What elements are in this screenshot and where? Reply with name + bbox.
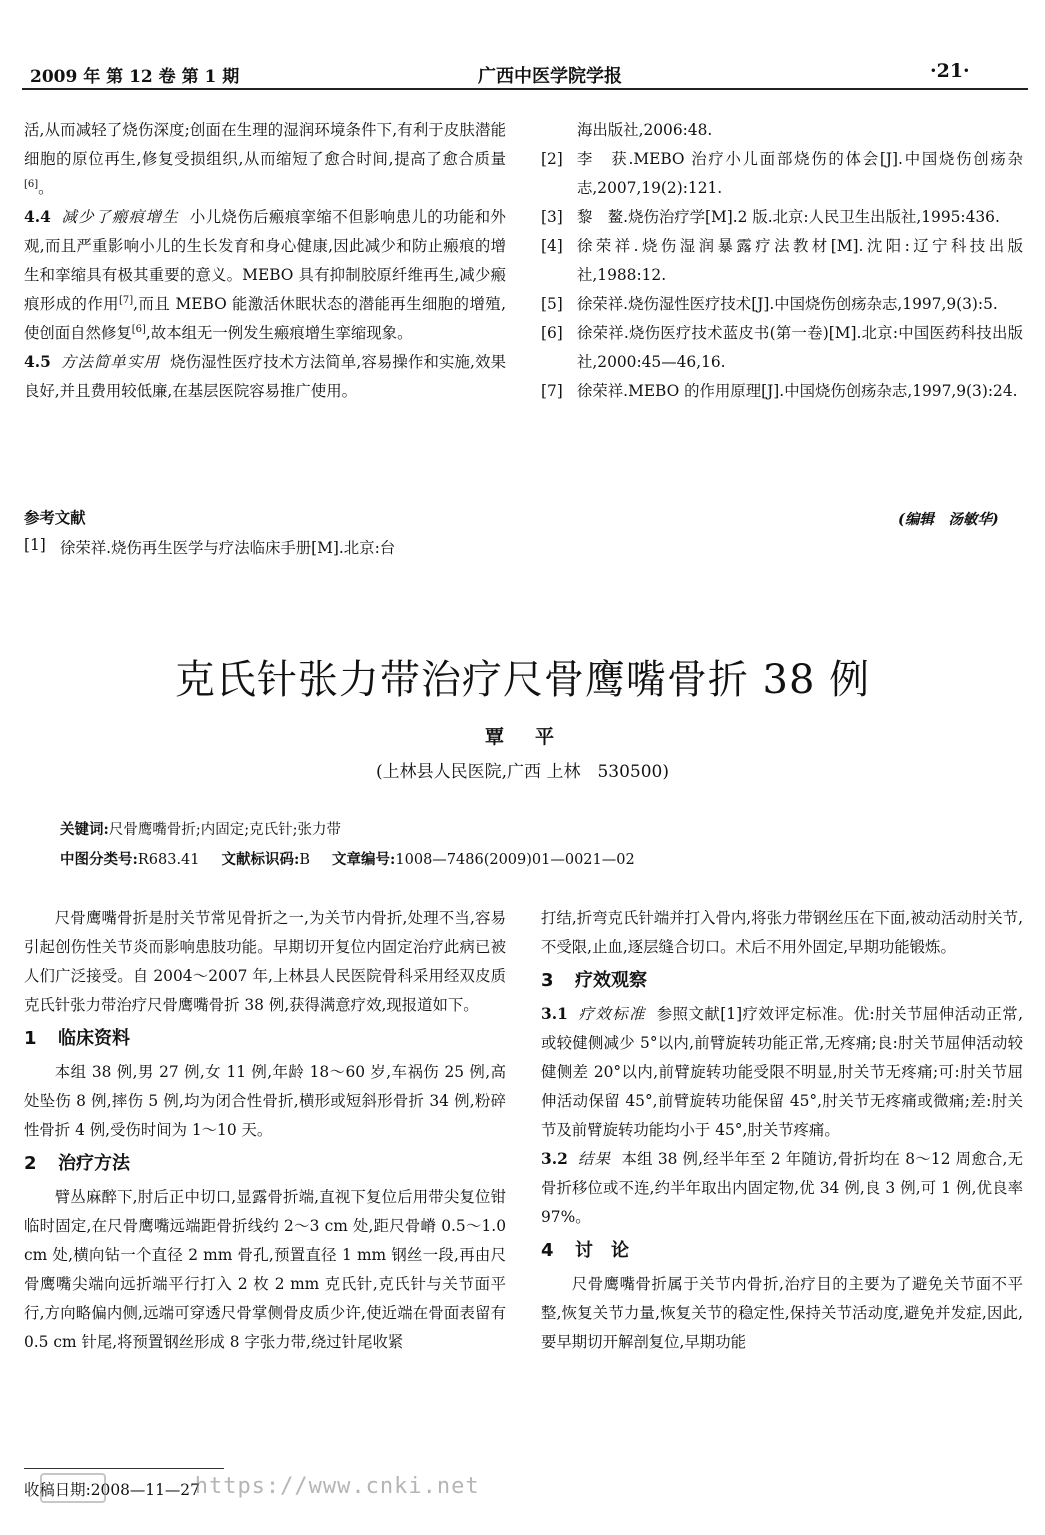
section-title: 临床资料 xyxy=(58,1028,130,1049)
reference-text: 李 获.MEBO 治疗小儿面部烧伤的体会[J].中国烧伤创疡杂志,2007,19(2):121. xyxy=(577,150,1023,197)
references-heading: 参考文献 xyxy=(24,509,86,527)
reference-text: 海出版社,2006:48. xyxy=(577,121,713,139)
section-text: 小儿烧伤后瘢痕挛缩不但影响患儿的功能和外观,而且严重影响小儿的生长发育和身心健康,因此减少和防止瘢痕的增生和挛缩具有极其重要的意义。MEBO 具有抑制胶原纤维再生,减少瘢痕形成的作用 xyxy=(24,208,506,313)
section-title: 治疗方法 xyxy=(58,1153,130,1174)
section-number: 3.1 xyxy=(541,1005,568,1023)
section-4-4 xyxy=(24,203,506,348)
reference-text: 徐荣祥.烧伤湿性医疗技术[J].中国烧伤创疡杂志,1997,9(3):5. xyxy=(577,295,998,313)
doc-code: B xyxy=(299,852,311,868)
section-title: 讨 论 xyxy=(575,1240,629,1261)
reference-text: 徐荣祥.烧伤再生医学与疗法临床手册[M].北京:台 xyxy=(60,539,396,557)
reference-text: 徐荣祥.MEBO 的作用原理[J].中国烧伤创疡杂志,1997,9(3):24. xyxy=(577,382,1018,400)
article-left-column xyxy=(24,904,506,1357)
article-title: 克氏针张力带治疗尺骨鹰嘴骨折 38 例 xyxy=(174,657,871,703)
reference-item xyxy=(541,203,1023,232)
citation: [7] xyxy=(118,295,134,306)
keywords-label: 关键词: xyxy=(60,821,109,838)
reference-item xyxy=(541,319,1023,377)
citation: [6] xyxy=(24,179,39,190)
prev-paragraph xyxy=(24,116,506,203)
reference-item xyxy=(541,377,1023,406)
page-number: ·21· xyxy=(930,60,970,82)
section-2-text: 臂丛麻醉下,肘后正中切口,显露骨折端,直视下复位后用带尖复位钳临时固定,在尺骨鹰嘴远端距骨折线约 2～3 cm 处,距尺骨嵴 0.5～1.0 cm 处,横向钻一个直径 2 mm 骨孔,预置直径 1 mm 钢丝一段,再由尺骨鹰嘴尖端向远折端平行打入 2 枚 2 mm 克氏针,克氏针与关节面平行,方向略偏内侧,远端可穿透尺骨掌侧骨皮质少许,使近端在骨面表留有 0.5 cm 针尾,将预置钢丝形成 8 字张力带,绕过针尾收紧 xyxy=(24,1188,506,1351)
prev-paragraph-end: 。 xyxy=(38,179,54,197)
issue-info: 2009 年 第 12 卷 第 1 期 xyxy=(30,67,240,87)
section-title: 减少了瘢痕增生 xyxy=(61,208,180,226)
section-1-text: 本组 38 例,男 27 例,女 11 例,年龄 18～60 岁,车祸伤 25 例,高处坠伤 8 例,摔伤 5 例,均为闭合性骨折,横形或短斜形骨折 34 例,粉碎性骨折 4 例,受伤时间为 1～10 天。 xyxy=(24,1063,506,1139)
section-number: 4.4 xyxy=(24,208,51,226)
reference-item xyxy=(541,145,1023,203)
section-title: 疗效观察 xyxy=(575,970,647,991)
reference-item xyxy=(541,232,1023,290)
reference-number: [2] xyxy=(541,150,563,168)
keywords: 尺骨鹰嘴骨折;内固定;克氏针;张力带 xyxy=(108,822,342,838)
reference-number: [4] xyxy=(541,237,563,255)
article-number: 1008—7486(2009)01—0021—02 xyxy=(395,852,635,868)
reference-text: 徐荣祥.烧伤湿润暴露疗法教材[M].沈阳:辽宁科技出版社,1988:12. xyxy=(577,237,1023,284)
reference-continuation xyxy=(541,116,1023,145)
section-1-heading xyxy=(24,1020,506,1058)
section-text: ,而且 MEBO 能激活休眠状态的潜能再生细胞的增殖,使创面自然修复 xyxy=(24,295,506,342)
header-rule xyxy=(22,88,1028,90)
section-3-2 xyxy=(541,1145,1023,1232)
prev-paragraph-text: 活,从而减轻了烧伤深度;创面在生理的湿润环境条件下,有利于皮肤潜能细胞的原位再生,修复受损组织,从而缩短了愈合时间,提高了愈合质量 xyxy=(24,121,506,168)
reference-item xyxy=(24,536,506,558)
section-title: 疗效标准 xyxy=(578,1005,647,1023)
section-2-heading xyxy=(24,1145,506,1183)
reference-number: [7] xyxy=(541,382,563,400)
article-author: 覃 平 xyxy=(484,726,560,748)
clc-code: R683.41 xyxy=(137,852,200,868)
journal-name: 广西中医学院学报 xyxy=(478,66,622,87)
section-number: 2 xyxy=(24,1153,37,1174)
received-date: 收稿日期:2008—11—27 xyxy=(24,1481,200,1499)
reference-number: [1] xyxy=(24,536,46,554)
section-number: 3 xyxy=(541,970,554,991)
footnote-rule xyxy=(24,1468,224,1469)
section-text: 本组 38 例,经半年至 2 年随访,骨折均在 8～12 周愈合,无骨折移位或不连,约半年取出内固定物,优 34 例,良 3 例,可 1 例,优良率 97%。 xyxy=(541,1150,1023,1226)
keywords-line xyxy=(60,818,341,839)
watermark-url: https://www.cnki.net xyxy=(194,1474,480,1499)
references-right-column xyxy=(541,116,1023,406)
section-4-5 xyxy=(24,348,506,406)
cnki-watermark xyxy=(38,1474,480,1499)
reference-item xyxy=(541,290,1023,319)
reference-number: [5] xyxy=(541,295,563,313)
section-text: 烧伤湿性医疗技术方法简单,容易操作和实施,效果良好,并且费用较低廉,在基层医院容易推广使用。 xyxy=(24,353,506,400)
section-title: 方法简单实用 xyxy=(60,353,160,371)
article-number-label: 文章编号: xyxy=(332,851,396,868)
classification-line xyxy=(60,848,635,869)
reference-text: 徐荣祥.烧伤医疗技术蓝皮书(第一卷)[M].北京:中国医药科技出版社,2000:45—46,16. xyxy=(577,324,1023,371)
section-text: ,故本组无一例发生瘢痕增生挛缩现象。 xyxy=(145,324,413,342)
reference-number: [6] xyxy=(541,324,563,342)
section-3-1 xyxy=(541,1000,1023,1145)
intro-paragraph: 尺骨鹰嘴骨折是肘关节常见骨折之一,为关节内骨折,处理不当,容易引起创伤性关节炎而影响患肢功能。早期切开复位内固定治疗此病已被人们广泛接受。自 2004～2007 年,上林县人民医院骨科采用经双皮质克氏针张力带治疗尺骨鹰嘴骨折 38 例,获得满意疗效,现报道如下。 xyxy=(24,909,506,1014)
section-number: 4 xyxy=(541,1240,554,1261)
clc-label: 中图分类号: xyxy=(60,851,138,868)
section-4-heading xyxy=(541,1232,1023,1270)
section-text: 参照文献[1]疗效评定标准。优:肘关节屈伸活动正常,或较健侧减少 5°以内,前臂旋转功能正常,无疼痛;良:肘关节屈伸活动较健侧差 20°以内,前臂旋转功能受限不明显,肘关节无疼痛;可:肘关节屈伸活动保留 45°,前臂旋转功能保留 45°,肘关节无疼痛或微痛;差:肘关节及前臂旋转功能均小于 45°,肘关节疼痛。 xyxy=(541,1005,1023,1139)
section-number: 3.2 xyxy=(541,1150,568,1168)
citation: [6] xyxy=(131,324,146,335)
reference-text: 黎 鳌.烧伤治疗学[M].2 版.北京:人民卫生出版社,1995:436. xyxy=(577,208,1000,226)
section-2-continuation: 打结,折弯克氏针端并打入骨内,将张力带钢丝压在下面,被动活动肘关节,不受限,止血,逐层缝合切口。术后不用外固定,早期功能锻炼。 xyxy=(541,909,1023,956)
prev-article-left-column xyxy=(24,116,506,406)
author-affiliation: (上林县人民医院,广西 上林 530500) xyxy=(376,762,669,782)
section-number: 4.5 xyxy=(24,353,51,371)
section-3-heading xyxy=(541,962,1023,1000)
reference-number: [3] xyxy=(541,208,563,226)
article-right-column xyxy=(541,904,1023,1357)
editor-credit: (编辑 汤敏华) xyxy=(898,511,999,528)
section-number: 1 xyxy=(24,1028,37,1049)
section-4-text: 尺骨鹰嘴骨折属于关节内骨折,治疗目的主要为了避免关节面不平整,恢复关节力量,恢复关节的稳定性,保持关节活动度,避免并发症,因此,要早期切开解剖复位,早期功能 xyxy=(541,1275,1023,1351)
doc-code-label: 文献标识码: xyxy=(221,851,300,868)
section-title: 结果 xyxy=(578,1150,612,1168)
